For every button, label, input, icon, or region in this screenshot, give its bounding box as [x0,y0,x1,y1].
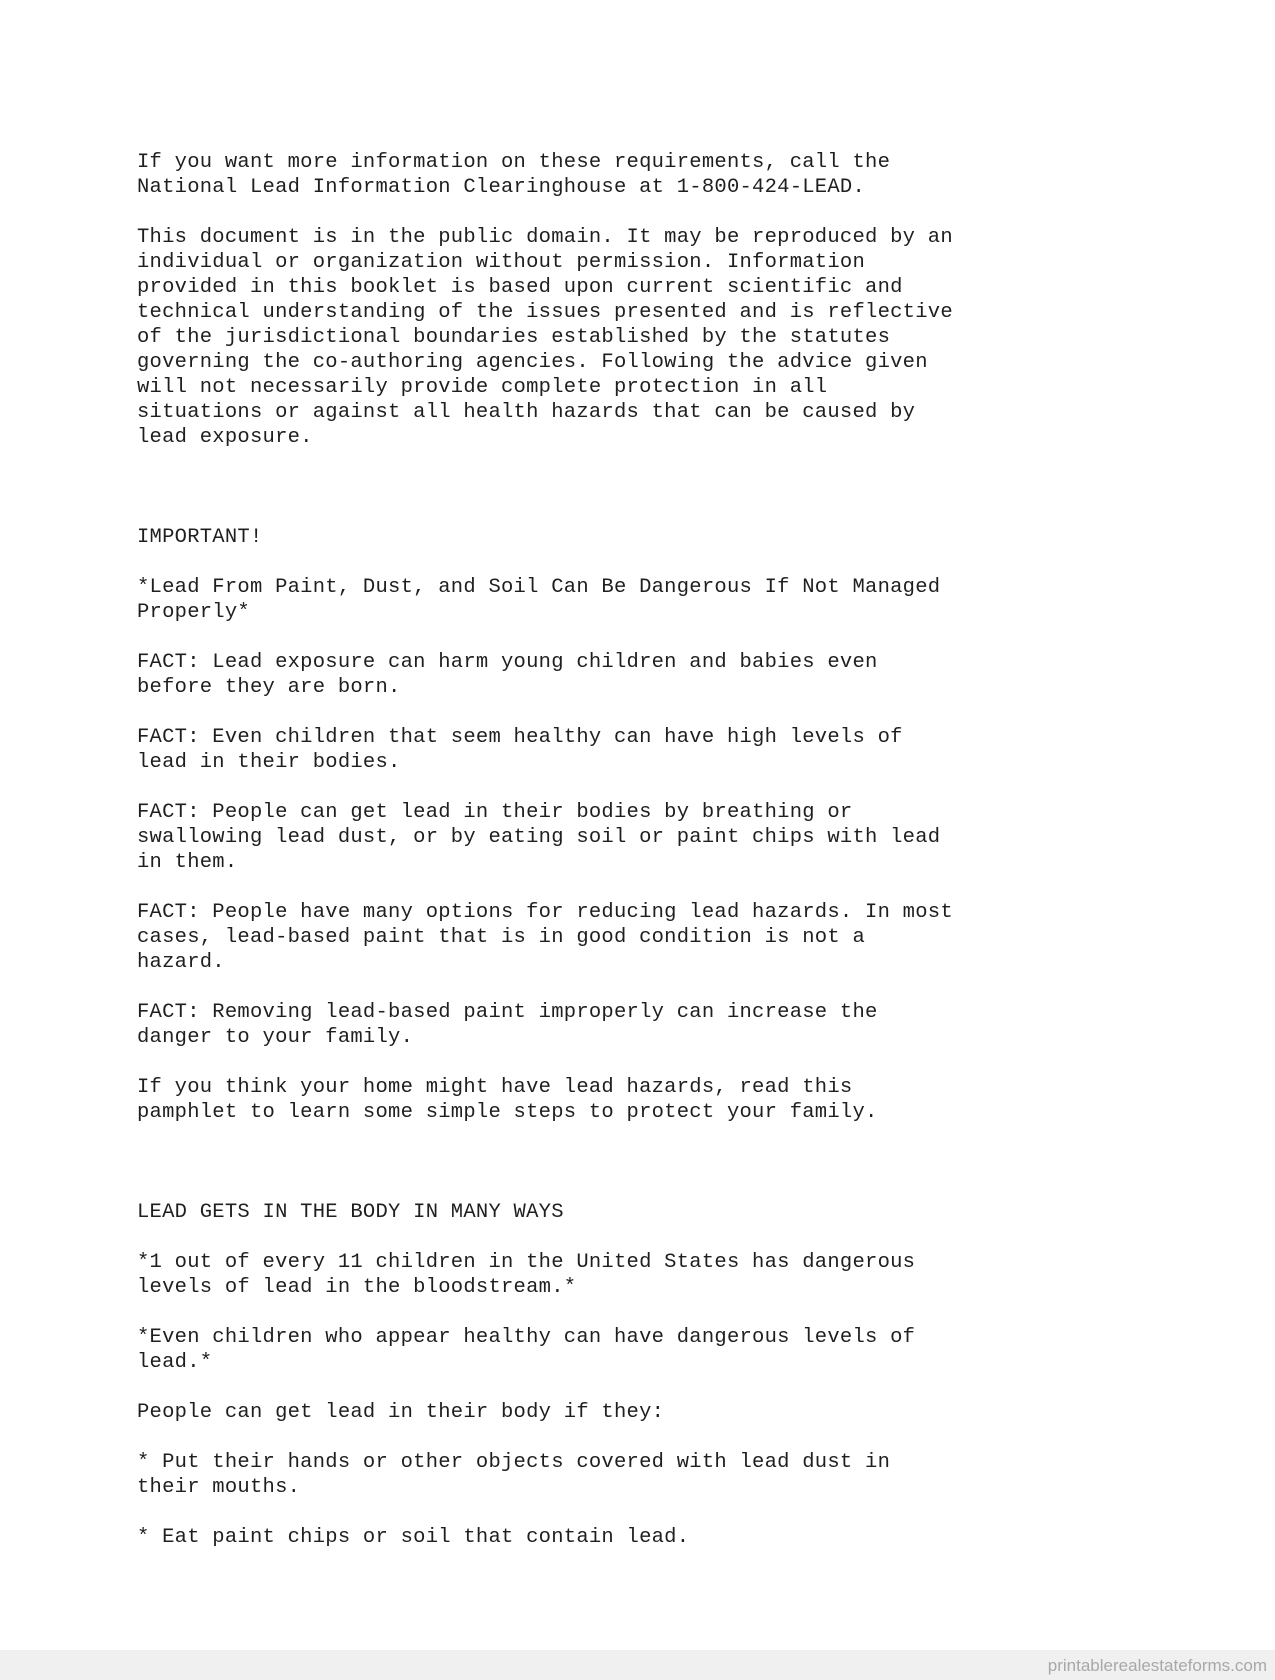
fact-paragraph [137,650,1137,700]
text-line: danger to your family. [137,1026,414,1049]
text-line: lead in their bodies. [137,751,401,774]
paragraph-statistic [137,1250,1137,1300]
text-line: FACT: Even children that seem healthy can have high levels of [137,726,903,749]
fact-paragraph [137,800,1137,875]
fact-paragraph [137,900,1137,975]
text-line: hazard. [137,951,225,974]
text-line: individual or organization without permission. Information [137,251,866,274]
text-line: *Even children who appear healthy can have dangerous levels of [137,1326,916,1349]
text-line: National Lead Information Clearinghouse at 1-800-424-LEAD. [137,176,866,199]
text-line: lead exposure. [137,426,313,449]
text-line: lead.* [137,1351,213,1374]
text-line: FACT: People have many options for reducing lead hazards. In most [137,901,953,924]
text-line: provided in this booklet is based upon current scientific and [137,276,903,299]
text-line [137,1150,1137,1175]
paragraph-list-intro [137,1400,1137,1425]
text-line: levels of lead in the bloodstream.* [137,1276,577,1299]
paragraph-read-pamphlet [137,1075,1137,1125]
text-line: in them. [137,851,238,874]
text-line [137,475,1137,500]
list-item [137,1450,1137,1500]
paragraph-public-domain-notice [137,225,1137,450]
fact-paragraph [137,1000,1137,1050]
text-line: swallowing lead dust, or by eating soil or paint chips with lead [137,826,941,849]
text-line: If you think your home might have lead hazards, read this [137,1076,853,1099]
text-line: IMPORTANT! [137,526,263,549]
heading-lead-gets-in-body [137,1200,1137,1225]
blank-spacer [137,1150,1137,1175]
text-line: governing the co-authoring agencies. Following the advice given [137,351,928,374]
list-item [137,1525,1137,1550]
text-line: before they are born. [137,676,401,699]
text-line: technical understanding of the issues presented and is reflective [137,301,953,324]
text-line: Properly* [137,601,250,624]
text-line: *1 out of every 11 children in the United States has dangerous [137,1251,916,1274]
text-line: If you want more information on these requirements, call the [137,151,891,174]
heading-important [137,525,1137,550]
text-line: situations or against all health hazards that can be caused by [137,401,916,424]
text-line: their mouths. [137,1476,301,1499]
text-line: LEAD GETS IN THE BODY IN MANY WAYS [137,1201,564,1224]
text-line: pamphlet to learn some simple steps to protect your family. [137,1101,878,1124]
blank-spacer [137,475,1137,500]
paragraph-healthy-children [137,1325,1137,1375]
paragraph-lead-danger-title [137,575,1137,625]
text-line: will not necessarily provide complete protection in all [137,376,828,399]
text-line: * Eat paint chips or soil that contain lead. [137,1526,690,1549]
paragraph-clearinghouse-info [137,150,1137,200]
text-line: cases, lead-based paint that is in good condition is not a [137,926,866,949]
text-line: of the jurisdictional boundaries established by the statutes [137,326,891,349]
text-line: This document is in the public domain. It may be reproduced by an [137,226,953,249]
text-line: *Lead From Paint, Dust, and Soil Can Be Dangerous If Not Managed [137,576,941,599]
text-line: FACT: Removing lead-based paint improperly can increase the [137,1001,878,1024]
text-line: * Put their hands or other objects covered with lead dust in [137,1451,891,1474]
text-line: FACT: Lead exposure can harm young children and babies even [137,651,878,674]
text-line: People can get lead in their body if they: [137,1401,665,1424]
fact-paragraph [137,725,1137,775]
text-line: FACT: People can get lead in their bodies by breathing or [137,801,853,824]
footer-bar [0,1650,1275,1680]
document-body [137,150,1137,1575]
watermark-text: printablerealestateforms.com [1047,1656,1267,1675]
